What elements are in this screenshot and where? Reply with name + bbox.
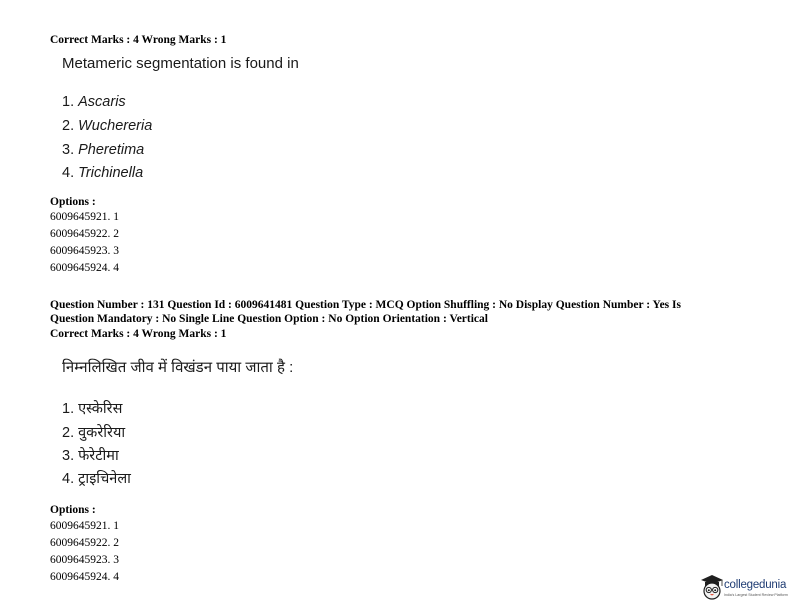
q2-header-line-1: Question Number : 131 Question Id : 6009641481 Question Type : MCQ Option Shuffling : No Display Question Number : Yes Is — [50, 299, 681, 311]
q2-choice-3: 3. फेरेटीमा — [62, 448, 119, 464]
q1-option-id: 6009645924. 4 — [50, 262, 119, 274]
q2-header-line-2: Question Mandatory : No Single Line Question Option : No Option Orientation : Vertical — [50, 313, 488, 325]
q2-choice-2: 2. वुकरेरिया — [62, 425, 126, 441]
q1-choice-4: 4. Trichinella — [62, 165, 144, 181]
q1-question-text: Metameric segmentation is found in — [62, 55, 299, 72]
q1-option-id: 6009645923. 3 — [50, 245, 119, 257]
q1-choice-1: 1. Ascaris — [62, 94, 126, 110]
q1-choice-2: 2. Wuchereria — [62, 118, 153, 134]
collegedunia-logo[interactable] — [700, 574, 792, 604]
q2-option-id: 6009645921. 1 — [50, 520, 119, 532]
q2-choice-4: 4. ट्राइचिनेला — [62, 471, 131, 487]
logo-wordmark: collegedunia — [724, 579, 787, 591]
q1-option-id: 6009645921. 1 — [50, 211, 119, 223]
q2-options-label: Options : — [50, 504, 96, 516]
q2-choice-1: 1. एस्केरिस — [62, 401, 123, 417]
q2-question-text: निम्नलिखित जीव में विखंडन पाया जाता है : — [62, 359, 294, 376]
logo-tagline: India's Largest Student Review Platform — [724, 593, 788, 597]
q1-option-id: 6009645922. 2 — [50, 228, 119, 240]
q1-options-label: Options : — [50, 196, 96, 208]
q1-choice-3: 3. Pheretima — [62, 142, 145, 158]
q2-option-id: 6009645924. 4 — [50, 571, 119, 583]
q2-marks: Correct Marks : 4 Wrong Marks : 1 — [50, 328, 227, 340]
graduation-cap-owl-icon — [700, 574, 724, 602]
q2-option-id: 6009645922. 2 — [50, 537, 119, 549]
q1-marks: Correct Marks : 4 Wrong Marks : 1 — [50, 34, 227, 46]
q2-option-id: 6009645923. 3 — [50, 554, 119, 566]
